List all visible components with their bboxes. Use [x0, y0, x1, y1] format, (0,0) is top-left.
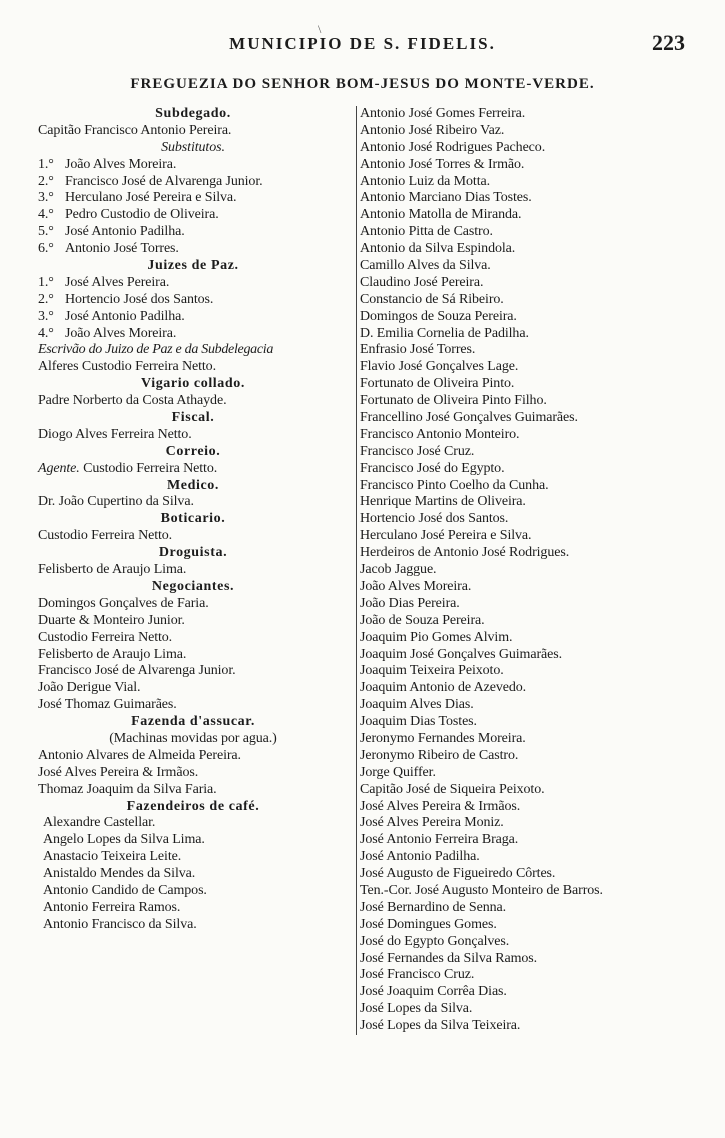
item-name: Pedro Custodio de Oliveira.	[65, 207, 219, 223]
list-item: Antonio José Ribeiro Vaz.	[360, 122, 505, 138]
list-item: José Lopes da Silva.	[360, 1001, 473, 1017]
list-item: Jeronymo Fernandes Moreira.	[360, 730, 526, 746]
list-item: Francisco Antonio Monteiro.	[360, 426, 520, 442]
item-number: 4.°	[38, 207, 54, 223]
list-item: João de Souza Pereira.	[360, 612, 485, 628]
list-item: Angelo Lopes da Silva Lima.	[43, 832, 205, 848]
list-item: Duarte & Monteiro Junior.	[38, 612, 185, 628]
list-item: Felisberto de Araujo Lima.	[38, 646, 187, 662]
section-heading-fiscal: Fiscal.	[171, 410, 215, 426]
list-item: Joaquim Pio Gomes Alvim.	[360, 629, 513, 645]
section-heading-negociantes: Negociantes.	[151, 578, 235, 594]
item-name: José Antonio Padilha.	[65, 224, 185, 240]
list-item: José Fernandes da Silva Ramos.	[360, 950, 538, 966]
list-item: Jeronymo Ribeiro de Castro.	[360, 747, 519, 763]
list-item: Camillo Alves da Silva.	[360, 258, 491, 274]
list-item: Domingos Gonçalves de Faria.	[38, 595, 209, 611]
escrivao-name: Alferes Custodio Ferreira Netto.	[38, 359, 216, 375]
fazenda-list	[38, 748, 348, 799]
list-item: Henrique Martins de Oliveira.	[360, 494, 526, 510]
item-number: 4.°	[38, 325, 54, 341]
item-number: 1.°	[38, 156, 54, 172]
item-number: 1.°	[38, 274, 54, 290]
section-heading-escrivao: Escrivão do Juizo de Paz e da Subdelegacia	[38, 342, 274, 358]
list-item: José Thomaz Guimarães.	[38, 697, 177, 713]
item-number: 2.°	[38, 291, 54, 307]
list-item	[38, 174, 348, 191]
fiscal-name: Diogo Alves Ferreira Netto.	[38, 426, 192, 442]
list-item: Francisco Pinto Coelho da Cunha.	[360, 477, 549, 493]
fazenda-note: (Machinas movidas por agua.)	[109, 730, 277, 746]
parish-title: FREGUEZIA DO SENHOR BOM-JESUS DO MONTE-VERDE.	[130, 76, 595, 92]
list-item: D. Emilia Cornelia de Padilha.	[360, 325, 529, 341]
boticario-name: Custodio Ferreira Netto.	[38, 528, 173, 544]
section-heading-boticario: Boticario.	[160, 511, 226, 527]
list-item: José Bernardino de Senna.	[360, 899, 507, 915]
list-item: Claudino José Pereira.	[360, 274, 484, 290]
list-item: Capitão José de Siqueira Peixoto.	[360, 781, 545, 797]
list-item: Francisco José de Alvarenga Junior.	[38, 663, 236, 679]
item-name: Francisco José de Alvarenga Junior.	[65, 173, 263, 189]
fazendeiros-continued-list	[360, 106, 710, 1035]
list-item: Jorge Quiffer.	[360, 764, 436, 780]
list-item: José Antonio Ferreira Braga.	[360, 832, 519, 848]
item-name: José Alves Pereira.	[65, 274, 170, 290]
list-item	[38, 207, 348, 224]
correio-label: Agente.	[38, 460, 80, 476]
medico-name: Dr. João Cupertino da Silva.	[38, 494, 194, 510]
list-item: José Alves Pereira & Irmãos.	[38, 764, 199, 780]
list-item: Antonio José Rodrigues Pacheco.	[360, 139, 546, 155]
list-item: Antonio Alvares de Almeida Pereira.	[38, 747, 241, 763]
list-item: José Antonio Padilha.	[360, 849, 480, 865]
list-item: Joaquim Antonio de Azevedo.	[360, 680, 527, 696]
list-item: José Lopes da Silva Teixeira.	[360, 1018, 521, 1034]
list-item: José Joaquim Corrêa Dias.	[360, 984, 507, 1000]
item-number: 5.°	[38, 224, 54, 240]
item-name: Herculano José Pereira e Silva.	[65, 190, 237, 206]
list-item: Domingos de Souza Pereira.	[360, 308, 517, 324]
list-item: João Derigue Vial.	[38, 680, 141, 696]
list-item: José Augusto de Figueiredo Côrtes.	[360, 866, 556, 882]
list-item: Joaquim Teixeira Peixoto.	[360, 663, 504, 679]
list-item	[38, 309, 348, 326]
list-item	[38, 292, 348, 309]
vigario-name: Padre Norberto da Costa Athayde.	[38, 393, 227, 409]
list-item: José Domingues Gomes.	[360, 916, 497, 932]
list-item	[38, 241, 348, 258]
droguista-name: Felisberto de Araujo Lima.	[38, 562, 187, 578]
juizes-list	[38, 275, 348, 343]
list-item: Herdeiros de Antonio José Rodrigues.	[360, 545, 570, 561]
list-item: Ten.-Cor. José Augusto Monteiro de Barros.	[360, 882, 603, 898]
page-header	[0, 30, 725, 60]
item-name: João Alves Moreira.	[65, 325, 177, 341]
item-name: Antonio José Torres.	[65, 241, 179, 257]
list-item: Enfrasio José Torres.	[360, 342, 476, 358]
list-item: Custodio Ferreira Netto.	[38, 629, 173, 645]
list-item: Alexandre Castellar.	[43, 815, 156, 831]
negociantes-list	[38, 596, 348, 714]
left-column	[38, 106, 348, 934]
correio-entry	[38, 461, 348, 478]
list-item: José do Egypto Gonçalves.	[360, 933, 510, 949]
list-item: Anastacio Teixeira Leite.	[43, 849, 182, 865]
subdelegado-name: Capitão Francisco Antonio Pereira.	[38, 122, 232, 138]
list-item: José Alves Pereira & Irmãos.	[360, 798, 521, 814]
item-number: 3.°	[38, 308, 54, 324]
print-speck: \	[318, 22, 322, 36]
list-item: José Alves Pereira Moniz.	[360, 815, 504, 831]
section-heading-medico: Medico.	[166, 477, 220, 493]
section-heading-fazendeiros: Fazendeiros de café.	[126, 798, 260, 814]
list-item: Thomaz Joaquim da Silva Faria.	[38, 781, 217, 797]
section-subheading-substitutos: Substitutos.	[161, 139, 225, 155]
list-item: Antonio José Gomes Ferreira.	[360, 106, 526, 121]
list-item: João Dias Pereira.	[360, 595, 460, 611]
list-item: Hortencio José dos Santos.	[360, 511, 509, 527]
list-item: Antonio Luiz da Motta.	[360, 173, 491, 189]
list-item: Fortunato de Oliveira Pinto Filho.	[360, 393, 547, 409]
section-heading-vigario: Vigario collado.	[141, 376, 245, 392]
section-heading-subdelegado: Subdegado.	[155, 106, 231, 121]
item-name: José Antonio Padilha.	[65, 308, 185, 324]
list-item	[38, 275, 348, 292]
list-item: Antonio Candido de Campos.	[43, 882, 207, 898]
list-item: Fortunato de Oliveira Pinto.	[360, 376, 515, 392]
page-number: 223	[652, 30, 685, 55]
correio-name: Custodio Ferreira Netto.	[83, 460, 218, 476]
item-number: 6.°	[38, 241, 54, 257]
list-item: Constancio de Sá Ribeiro.	[360, 291, 504, 307]
list-item	[38, 157, 348, 174]
list-item: Anistaldo Mendes da Silva.	[43, 866, 196, 882]
list-item	[38, 190, 348, 207]
list-item: Francisco José do Egypto.	[360, 460, 505, 476]
section-heading-fazenda: Fazenda d'assucar.	[131, 714, 255, 730]
item-number: 2.°	[38, 173, 54, 189]
item-number: 3.°	[38, 190, 54, 206]
list-item: Antonio José Torres & Irmão.	[360, 156, 525, 172]
list-item	[38, 326, 348, 343]
list-item: Antonio Francisco da Silva.	[43, 916, 197, 932]
list-item: Antonio da Silva Espindola.	[360, 241, 516, 257]
list-item: Francellino José Gonçalves Guimarães.	[360, 410, 578, 426]
list-item: Antonio Marciano Dias Tostes.	[360, 190, 532, 206]
list-item: Joaquim José Gonçalves Guimarães.	[360, 646, 562, 662]
municipality-title: MUNICIPIO DE S. FIDELIS.	[229, 34, 496, 53]
list-item: João Alves Moreira.	[360, 578, 472, 594]
list-item: Antonio Matolla de Miranda.	[360, 207, 522, 223]
list-item: Antonio Pitta de Castro.	[360, 224, 493, 240]
list-item: Francisco José Cruz.	[360, 443, 475, 459]
list-item: Jacob Jaggue.	[360, 562, 437, 578]
list-item: Flavio José Gonçalves Lage.	[360, 359, 519, 375]
item-name: Hortencio José dos Santos.	[65, 291, 214, 307]
fazendeiros-list	[38, 815, 348, 933]
substitutos-list	[38, 157, 348, 258]
section-heading-juizes: Juizes de Paz.	[147, 258, 239, 274]
list-item: José Francisco Cruz.	[360, 967, 475, 983]
list-item: Joaquim Dias Tostes.	[360, 714, 477, 730]
section-heading-correio: Correio.	[165, 443, 221, 459]
list-item	[38, 224, 348, 241]
item-name: João Alves Moreira.	[65, 156, 177, 172]
list-item: Herculano José Pereira e Silva.	[360, 528, 532, 544]
section-heading-droguista: Droguista.	[158, 545, 228, 561]
right-column	[356, 106, 710, 1035]
list-item: Antonio Ferreira Ramos.	[43, 899, 181, 915]
list-item: Joaquim Alves Dias.	[360, 697, 474, 713]
